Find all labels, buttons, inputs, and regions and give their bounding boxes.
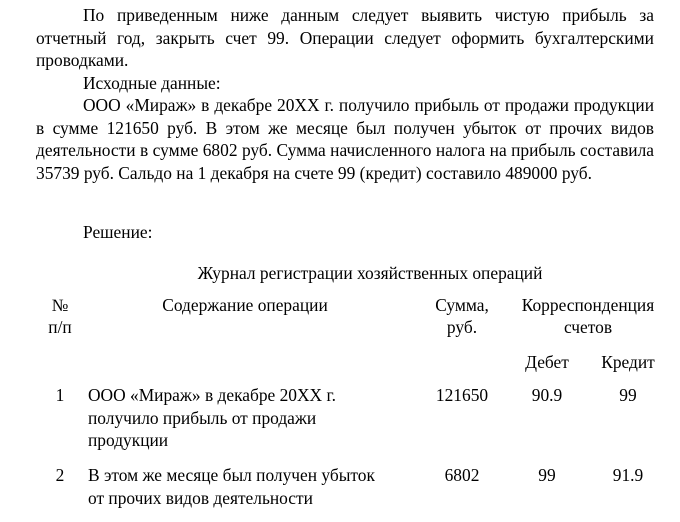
row-credit: 99: [619, 385, 637, 405]
row-sum: 121650: [435, 385, 489, 405]
header-content: Содержание операции: [162, 295, 328, 315]
row-sum: 6802: [444, 465, 480, 485]
solution-label: Решение:: [83, 222, 153, 242]
row-num: 2: [55, 465, 65, 485]
header-correspondence-line2: счетов: [563, 317, 613, 337]
row-content: ООО «Мираж» в декабре 20ХХ г. получило прибыль от продажи продукции: [88, 385, 336, 451]
journal-title: Журнал регистрации хозяйственных операций: [197, 263, 543, 283]
source-heading: Исходные данные:: [83, 73, 221, 93]
header-num-line2: п/п: [48, 317, 72, 337]
header-credit: Кредит: [601, 352, 655, 372]
row-debit: 90.9: [531, 385, 563, 405]
header-correspondence-line1: Корреспонденция: [521, 295, 655, 315]
task-paragraph-1: По приведенным ниже данным следует выявить чистую прибыль за отчетный год, закрыть счет 99. Операции следует оформить бухгалтерскими проводками.: [36, 5, 654, 71]
header-sum-line1: Сумма,: [435, 295, 489, 315]
row-content: В этом же месяце был получен убыток от прочих видов деятельности: [88, 465, 375, 508]
header-num-line1: №: [51, 295, 69, 315]
header-sum-line2: руб.: [446, 317, 478, 337]
row-credit: 91.9: [612, 465, 644, 485]
task-paragraph-2: ООО «Мираж» в декабре 20ХХ г. получило прибыль от продажи продукции в сумме 121650 руб. В этом же месяце был получен убыток от прочих видов деятельности в сумме 6802 руб. Сумма начисленного налога на прибыль составила 35739 руб. Сальдо на 1 декабря на счете 99 (кредит) составило 489000 руб.: [36, 95, 654, 183]
header-debit: Дебет: [525, 352, 569, 372]
row-debit: 99: [538, 465, 556, 485]
row-num: 1: [55, 385, 65, 405]
